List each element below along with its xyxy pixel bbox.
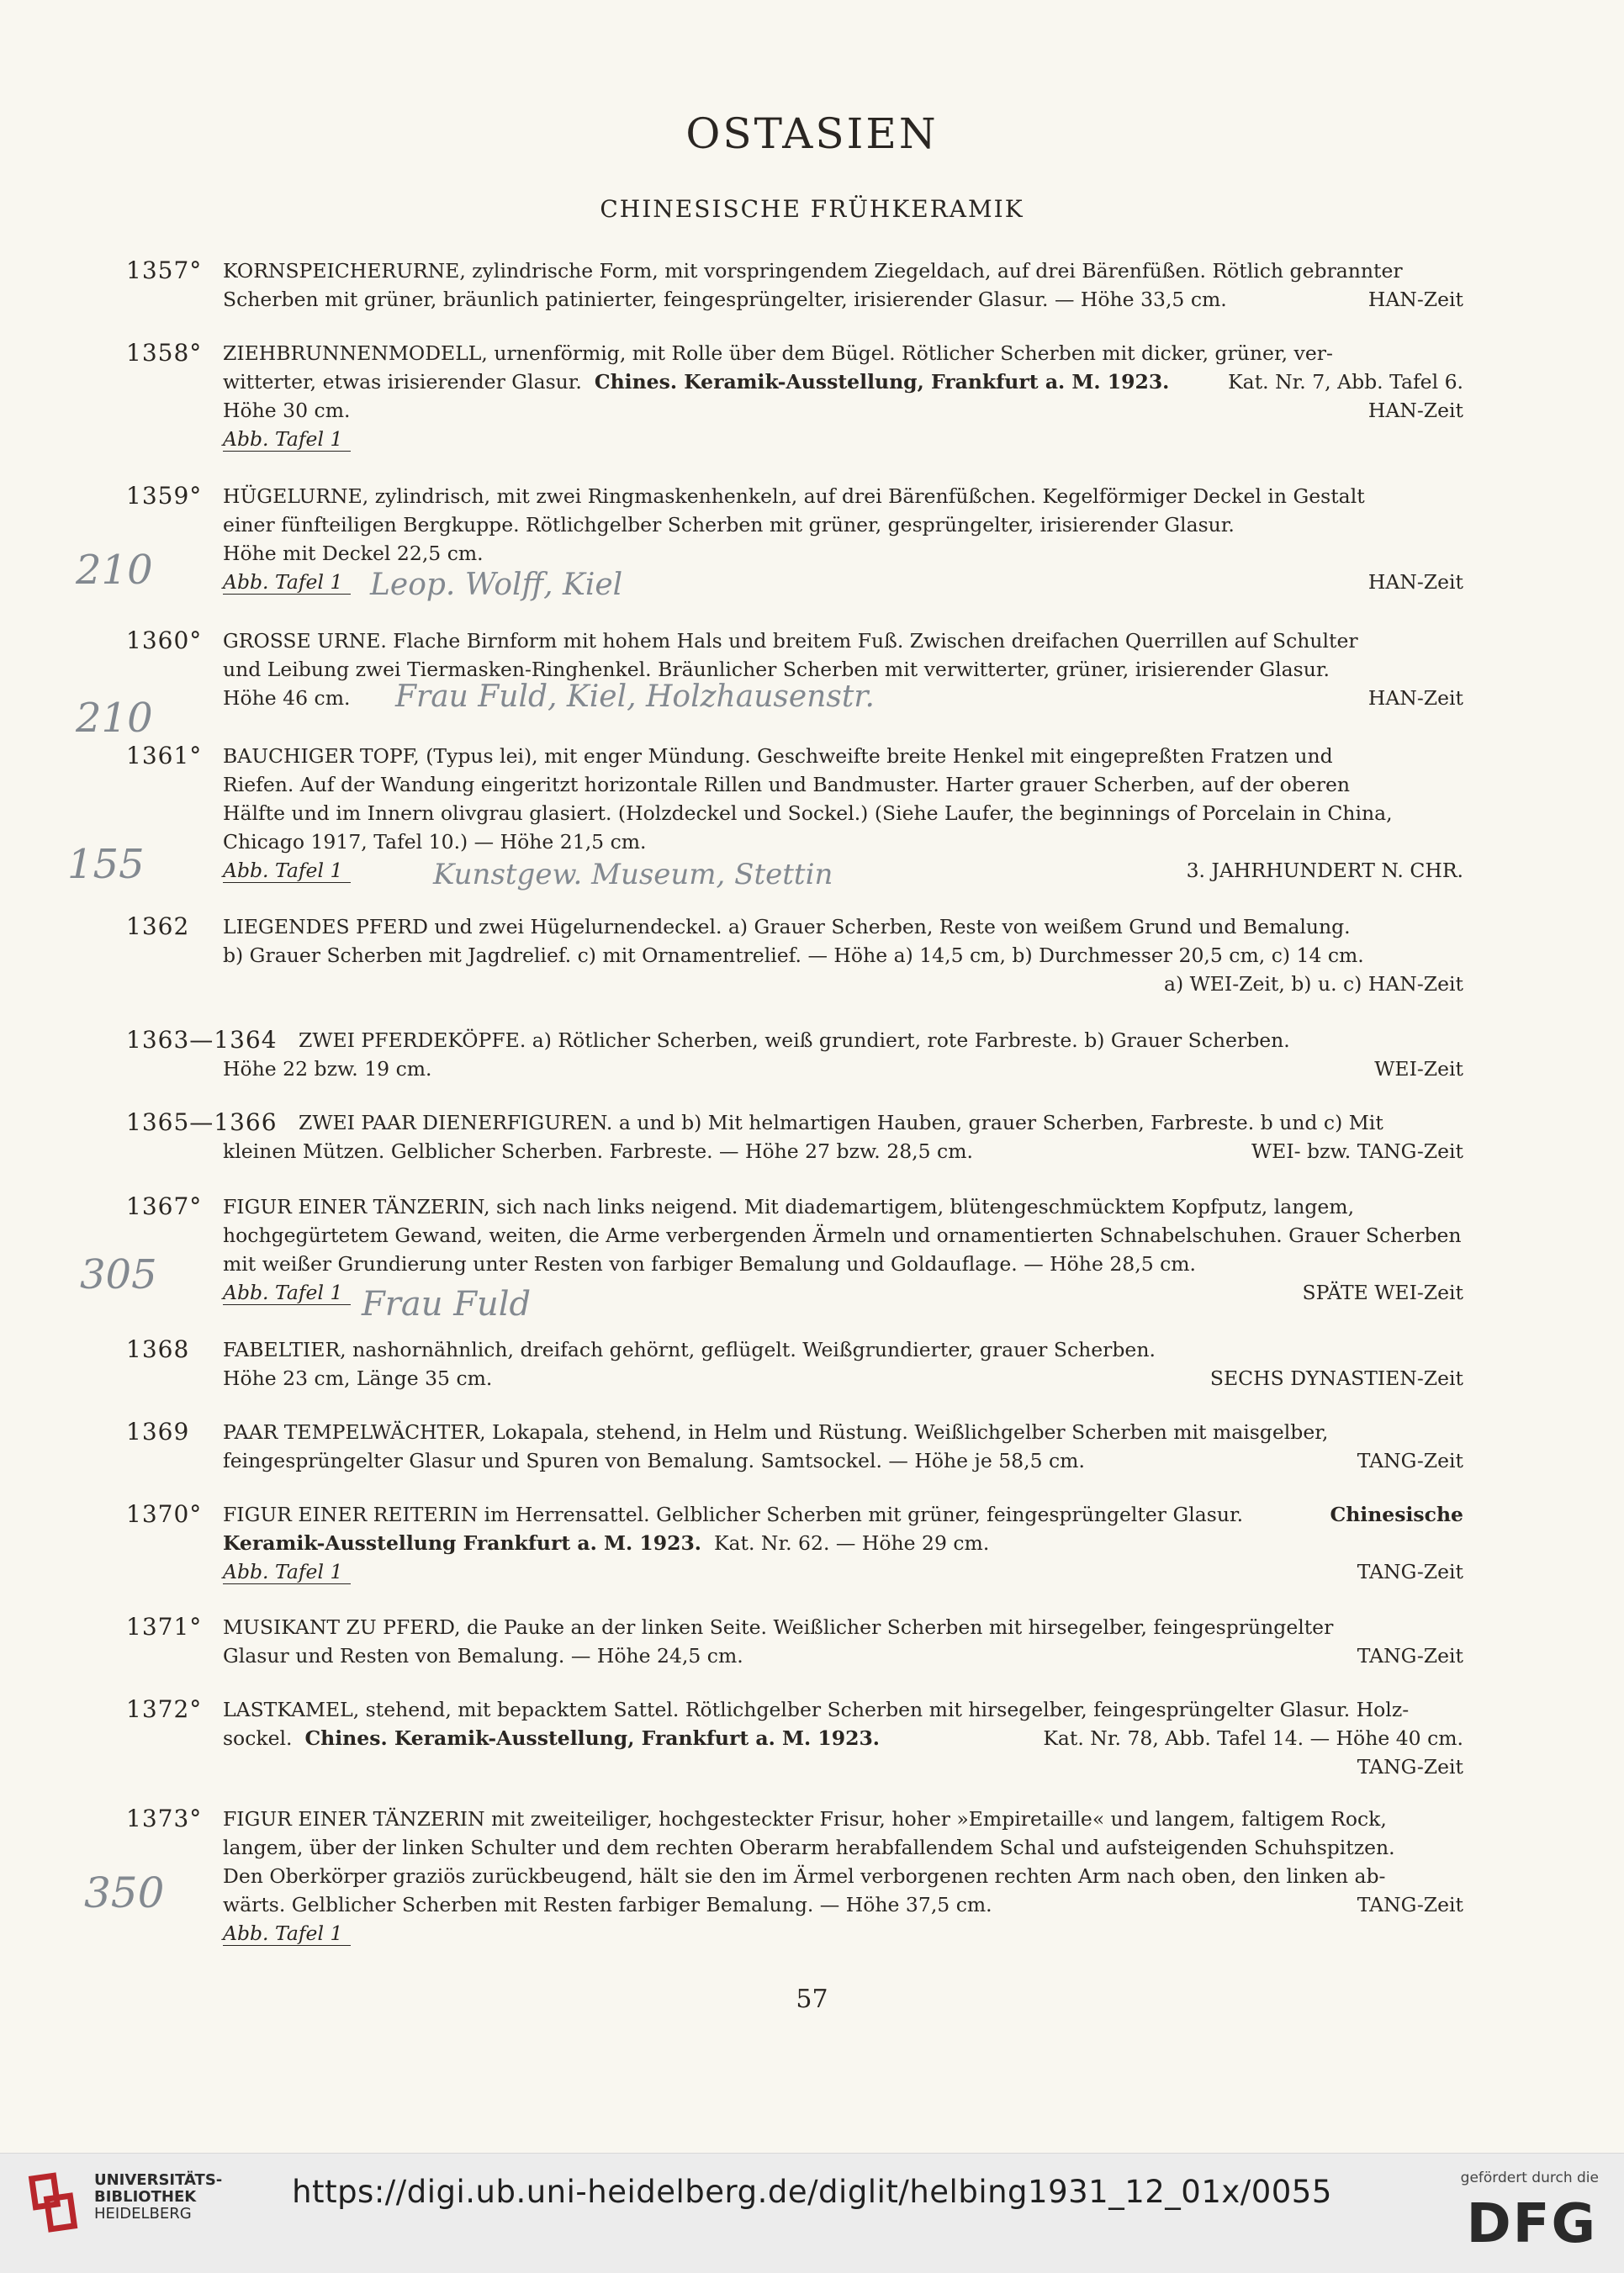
period-label: TANG-Zeit — [1357, 1755, 1463, 1779]
plate-reference: Abb. Tafel 1 — [223, 859, 351, 883]
entry-line: ZWEI PFERDEKÖPFE. a) Rötlicher Scherben, weiß grundiert, rote Farbreste. b) Grauer Scherben. — [299, 1028, 1290, 1052]
handwritten-price: 210 — [76, 695, 153, 742]
entry-line: sockel. — [223, 1726, 293, 1750]
period-label: SPÄTE WEI-Zeit — [1302, 1281, 1463, 1304]
page-title: OSTASIEN — [685, 109, 939, 158]
lot-number: 1360° — [126, 626, 203, 654]
exhibition-reference: Chines. Keramik-Ausstellung, Frankfurt a. M. 1923. — [594, 370, 1170, 394]
lot-number: 1361° — [126, 742, 203, 769]
handwritten-price: 305 — [80, 1251, 157, 1298]
entry-line: FIGUR EINER TÄNZERIN mit zweiteiliger, hochgesteckter Frisur, hoher »Empiretaille« und langem, faltigem Rock, — [223, 1807, 1387, 1831]
page-number: 57 — [796, 1985, 828, 2014]
period-label: HAN-Zeit — [1367, 399, 1463, 422]
entry-line: Den Oberkörper graziös zurückbeugend, hält sie den im Ärmel verborgenen rechten Arm nach oben, den linken ab- — [223, 1864, 1386, 1888]
height-line: Höhe 22 bzw. 19 cm. — [223, 1057, 432, 1081]
handwritten-buyer: Kunstgew. Museum, Stettin — [433, 858, 833, 891]
lot-number: 1367° — [126, 1192, 203, 1220]
entry-line: langem, über der linken Schulter und dem rechten Oberarm herabfallendem Schal und aufsteigenden Schuhspitzen. — [223, 1836, 1395, 1859]
catalog-entry-1359 — [126, 482, 1463, 596]
entry-line: Chicago 1917, Tafel 10.) — Höhe 21,5 cm. — [223, 830, 647, 854]
entry-line: FIGUR EINER REITERIN im Herrensattel. Gelblicher Scherben mit grüner, feingesprüngelter Glasur. — [223, 1503, 1244, 1526]
period-label: 3. JAHRHUNDERT N. CHR. — [1186, 859, 1463, 882]
entry-line: ZWEI PAAR DIENERFIGUREN. a und b) Mit helmartigen Hauben, grauer Scherben, Farbreste. b und c) Mit — [299, 1111, 1383, 1134]
entry-line: HÜGELURNE, zylindrisch, mit zwei Ringmaskenhenkeln, auf drei Bärenfüßchen. Kegelförmiger Deckel in Gestalt — [223, 484, 1365, 508]
lot-number: 1369 — [126, 1418, 190, 1446]
period-label: WEI-Zeit — [1374, 1057, 1463, 1081]
entry-line: Glasur und Resten von Bemalung. — Höhe 24,5 cm. — [223, 1644, 743, 1668]
period-label: SECHS DYNASTIEN-Zeit — [1209, 1366, 1463, 1390]
entry-line: Scherben mit grüner, bräunlich patinierter, feingesprüngelter, irisierender Glasur. — Höhe 33,5 cm. — [223, 288, 1227, 311]
catalog-entry-1371 — [126, 1613, 1463, 1670]
entry-line: FIGUR EINER TÄNZERIN, sich nach links neigend. Mit diademartigem, blütengeschmücktem Kopfputz, langem, — [223, 1195, 1355, 1218]
catalog-reference: Kat. Nr. 7, Abb. Tafel 6. — [1228, 370, 1463, 394]
catalog-entry-1357 — [126, 256, 1463, 314]
entry-line: mit weißer Grundierung unter Resten von farbiger Bemalung und Goldauflage. — Höhe 28,5 cm. — [223, 1252, 1197, 1276]
catalog-reference: Kat. Nr. 62. — Höhe 29 cm. — [713, 1531, 990, 1555]
lot-number: 1357° — [126, 256, 203, 284]
viewer-footer — [0, 2153, 1624, 2273]
lot-number: 1370° — [126, 1500, 203, 1528]
entry-line: LIEGENDES PFERD und zwei Hügelurnendeckel. a) Grauer Scherben, Reste von weißem Grund und Bemalung. — [223, 915, 1351, 938]
catalog-reference: Kat. Nr. 78, Abb. Tafel 14. — Höhe 40 cm. — [1043, 1726, 1463, 1750]
lot-number: 1365—1366 — [126, 1108, 278, 1136]
lot-number: 1363—1364 — [126, 1026, 278, 1054]
lot-number: 1371° — [126, 1613, 203, 1641]
entry-line: ZIEHBRUNNENMODELL, urnenförmig, mit Rolle über dem Bügel. Rötlicher Scherben mit dicker, grüner, ver- — [223, 341, 1333, 365]
funding-label: gefördert durch die — [1460, 2170, 1599, 2186]
library-name-line: UNIVERSITÄTS- — [94, 2171, 223, 2189]
entry-line: feingesprüngelter Glasur und Spuren von Bemalung. Samtsockel. — Höhe je 58,5 cm. — [223, 1449, 1085, 1472]
catalog-entry-1362 — [126, 912, 1463, 998]
entry-line: PAAR TEMPELWÄCHTER, Lokapala, stehend, in Helm und Rüstung. Weißlichgelber Scherben mit maisgelber, — [223, 1420, 1329, 1444]
exhibition-reference: Chinesische — [1330, 1503, 1463, 1526]
catalog-entry-1370 — [126, 1500, 1463, 1586]
permalink-url[interactable]: https://digi.ub.uni-heidelberg.de/diglit/helbing1931_12_01x/0055 — [292, 2174, 1332, 2210]
catalog-entry-1363-1364 — [126, 1026, 1463, 1083]
period-label: HAN-Zeit — [1367, 570, 1463, 594]
entry-line: Riefen. Auf der Wandung eingeritzt horizontale Rillen und Bandmuster. Harter grauer Scherben, auf der oberen — [223, 773, 1350, 796]
catalog-entry-1367 — [126, 1192, 1463, 1307]
catalog-entry-1365-1366 — [126, 1108, 1463, 1166]
handwritten-price: 155 — [67, 841, 145, 888]
plate-reference: Abb. Tafel 1 — [223, 427, 351, 452]
plate-reference: Abb. Tafel 1 — [223, 1281, 351, 1305]
exhibition-reference: Keramik-Ausstellung Frankfurt a. M. 1923. — [223, 1531, 701, 1555]
catalog-entry-1358 — [126, 339, 1463, 453]
lot-number: 1359° — [126, 482, 203, 510]
lot-number: 1372° — [126, 1695, 203, 1723]
library-name-line: HEIDELBERG — [94, 2205, 192, 2223]
lot-number: 1358° — [126, 339, 203, 367]
handwritten-buyer: Leop. Wolff, Kiel — [370, 568, 623, 602]
period-label: TANG-Zeit — [1357, 1560, 1463, 1583]
catalog-entry-1373 — [126, 1805, 1463, 1948]
handwritten-price: 350 — [84, 1869, 165, 1917]
catalog-entry-1368 — [126, 1335, 1463, 1393]
section-subtitle: CHINESISCHE FRÜHKERAMIK — [600, 195, 1024, 223]
exhibition-reference: Chines. Keramik-Ausstellung, Frankfurt a. M. 1923. — [304, 1726, 880, 1750]
entry-line: KORNSPEICHERURNE, zylindrische Form, mit vorspringendem Ziegeldach, auf drei Bärenfüßen. Rötlich gebrannter — [223, 259, 1403, 283]
handwritten-buyer: Frau Fuld, Kiel, Holzhausenstr. — [395, 679, 875, 714]
period-label: TANG-Zeit — [1357, 1893, 1463, 1916]
period-label: HAN-Zeit — [1367, 288, 1463, 311]
height-line: Höhe 23 cm, Länge 35 cm. — [223, 1366, 493, 1390]
entry-line: Höhe mit Deckel 22,5 cm. — [223, 542, 484, 565]
entry-line: BAUCHIGER TOPF, (Typus lei), mit enger Mündung. Geschweifte breite Henkel mit eingepreßten Fratzen und — [223, 744, 1333, 768]
period-label: TANG-Zeit — [1357, 1449, 1463, 1472]
period-label: WEI- bzw. TANG-Zeit — [1251, 1139, 1463, 1163]
plate-reference: Abb. Tafel 1 — [223, 570, 351, 595]
entry-line: MUSIKANT ZU PFERD, die Pauke an der linken Seite. Weißlicher Scherben mit hirsegelber, feingesprüngelter — [223, 1615, 1334, 1639]
period-label: HAN-Zeit — [1367, 686, 1463, 710]
entry-line: hochgegürtetem Gewand, weiten, die Arme verbergenden Ärmeln und ornamentierten Schnabelschuhen. Grauer Scherben — [223, 1224, 1462, 1247]
handwritten-price: 210 — [76, 547, 153, 594]
plate-reference: Abb. Tafel 1 — [223, 1560, 351, 1584]
library-name-line: BIBLIOTHEK — [94, 2188, 197, 2206]
height-line: Höhe 30 cm. — [223, 399, 351, 422]
lot-number: 1368 — [126, 1335, 190, 1363]
entry-line: FABELTIER, nashornähnlich, dreifach gehörnt, geflügelt. Weißgrundierter, grauer Scherben. — [223, 1338, 1156, 1361]
entry-line: GROSSE URNE. Flache Birnform mit hohem Hals und breitem Fuß. Zwischen dreifachen Querrillen auf Schulter — [223, 629, 1358, 653]
entry-line: witterter, etwas irisierender Glasur. — [223, 370, 582, 394]
catalog-entry-1369 — [126, 1418, 1463, 1475]
height-line: Höhe 46 cm. — [223, 686, 351, 710]
entry-line: einer fünfteiligen Bergkuppe. Rötlichgelber Scherben mit grüner, gesprüngelter, irisierender Glasur. — [223, 513, 1235, 537]
lot-number: 1362 — [126, 912, 190, 940]
lot-number: 1373° — [126, 1805, 203, 1832]
entry-line: kleinen Mützen. Gelblicher Scherben. Farbreste. — Höhe 27 bzw. 28,5 cm. — [223, 1139, 973, 1163]
entry-line: wärts. Gelblicher Scherben mit Resten farbiger Bemalung. — Höhe 37,5 cm. — [223, 1893, 992, 1916]
dfg-logo[interactable]: DFG — [1466, 2193, 1597, 2255]
entry-line: Hälfte und im Innern olivgrau glasiert. (Holzdeckel und Sockel.) (Siehe Laufer, the beginnings of Porcelain in China, — [223, 801, 1393, 825]
entry-line: und Leibung zwei Tiermasken-Ringhenkel. Bräunlicher Scherben mit verwitterter, grüner, irisierender Glasur. — [223, 658, 1330, 681]
entry-line: LASTKAMEL, stehend, mit bepacktem Sattel. Rötlichgelber Scherben mit hirsegelber, feingesprüngelter Glasur. Holz- — [223, 1698, 1410, 1721]
period-label: TANG-Zeit — [1357, 1644, 1463, 1668]
period-label: a) WEI-Zeit, b) u. c) HAN-Zeit — [1163, 972, 1463, 996]
handwritten-buyer: Frau Fuld — [362, 1285, 532, 1324]
plate-reference: Abb. Tafel 1 — [223, 1921, 351, 1946]
entry-line: b) Grauer Scherben mit Jagdrelief. c) mit Ornamentrelief. — Höhe a) 14,5 cm, b) Durchmesser 20,5 cm, c) 14 cm. — [223, 944, 1364, 967]
catalog-entry-1372 — [126, 1695, 1463, 1781]
